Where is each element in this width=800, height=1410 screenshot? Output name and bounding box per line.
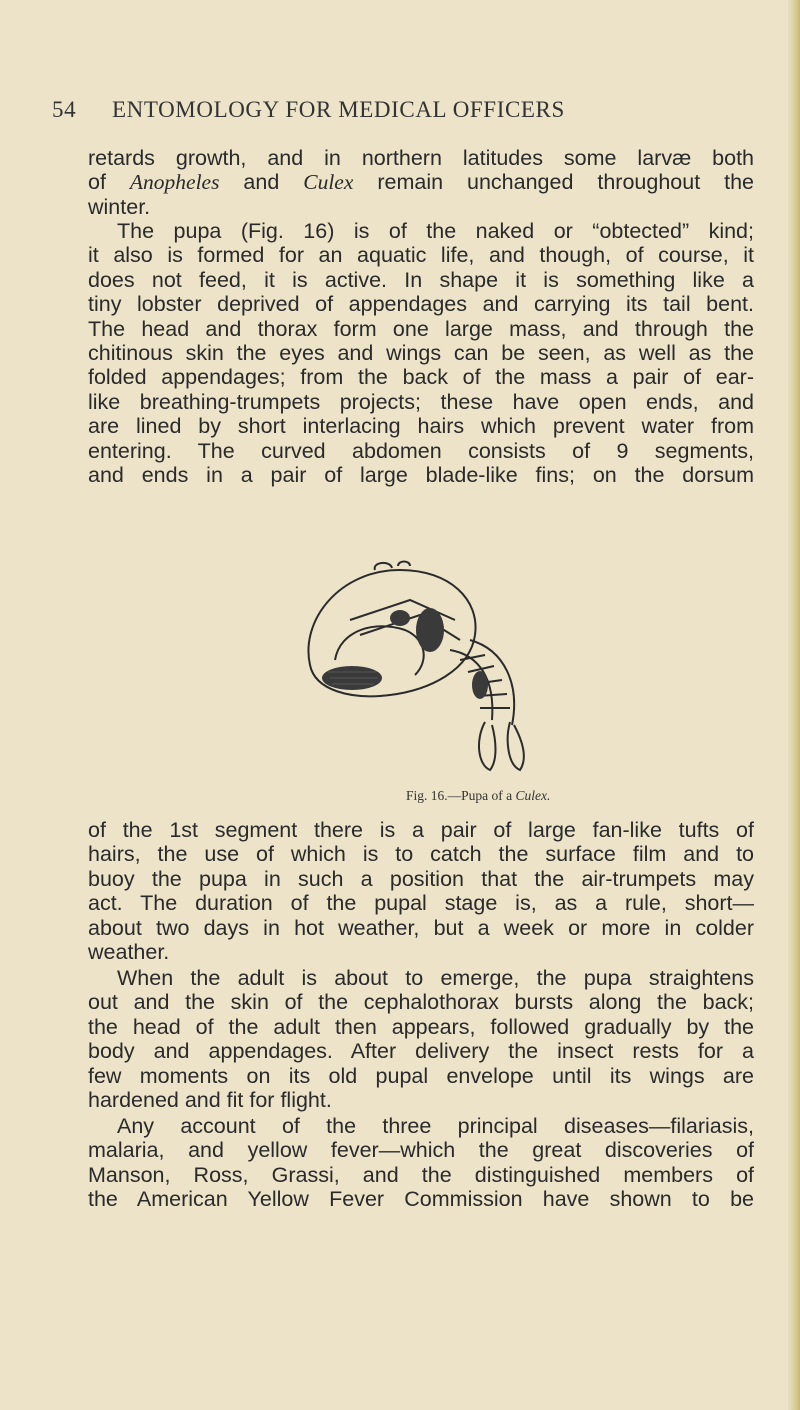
text-line: When the adult is about to emerge, the pupa straightens — [117, 966, 754, 990]
paragraph-5 — [88, 1114, 754, 1212]
text-line: chitinous skin the eyes and wings can be seen, as well as the — [88, 341, 754, 366]
text-line: the American Yellow Fever Commission have shown to be — [88, 1187, 754, 1212]
text-line: out and the skin of the cephalothorax bursts along the back; — [88, 990, 754, 1015]
text-line: hardened and fit for flight. — [88, 1088, 332, 1113]
text-line: The pupa (Fig. 16) is of the naked or “obtected” kind; — [117, 219, 754, 243]
text-line: folded appendages; from the back of the mass a pair of ear- — [88, 365, 754, 390]
text-line: act. The duration of the pupal stage is, as a rule, short— — [88, 891, 754, 916]
pupa-drawing — [280, 560, 560, 775]
text-line: entering. The curved abdomen consists of 9 segments, — [88, 438, 754, 463]
text-line: about two days in hot weather, but a week or more in colder — [88, 915, 754, 940]
text-line: the head of the adult then appears, followed gradually by the — [88, 1014, 754, 1039]
running-title: ENTOMOLOGY FOR MEDICAL OFFICERS — [112, 97, 565, 122]
genus-culex: Culex — [303, 170, 354, 195]
text-line: are lined by short interlacing hairs which prevent water from — [88, 414, 754, 439]
page-number: 54 — [52, 97, 77, 122]
running-header — [52, 97, 752, 131]
genus-anopheles: Anopheles — [129, 170, 220, 195]
text-line: of Anopheles and Culex remain unchanged throughout the — [88, 170, 755, 195]
paragraph-1 — [88, 146, 754, 219]
text-line: and ends in a pair of large blade-like fins; on the dorsum — [88, 463, 754, 488]
text-line: malaria, and yellow fever—which the great discoveries of — [88, 1138, 754, 1163]
text-line: it also is formed for an aquatic life, and though, of course, it — [88, 243, 754, 268]
text-line: The head and thorax form one large mass, and through the — [88, 316, 754, 341]
text-line: body and appendages. After delivery the insect rests for a — [88, 1039, 754, 1064]
text-line: Manson, Ross, Grassi, and the distinguished members of — [88, 1162, 754, 1187]
paragraph-2 — [88, 219, 754, 487]
text-line: does not feed, it is active. In shape it is something like a — [88, 267, 754, 292]
paragraph-4 — [88, 966, 754, 1112]
figure-pupa-illustration — [280, 560, 560, 775]
text-line: winter. — [88, 194, 151, 219]
text-line: few moments on its old pupal envelope until its wings are — [88, 1063, 754, 1088]
paragraph-3 — [88, 818, 754, 964]
text-line: like breathing-trumpets projects; these have open ends, and — [88, 389, 754, 414]
text-line: of the 1st segment there is a pair of large fan-like tufts of — [88, 818, 754, 842]
text-line: buoy the pupa in such a position that the air-trumpets may — [88, 866, 754, 891]
caption-genus: Culex. — [515, 788, 551, 803]
text-line: hairs, the use of which is to catch the surface film and to — [88, 842, 754, 867]
text-line: retards growth, and in northern latitudes some larvæ both — [88, 146, 754, 170]
text-line: weather. — [88, 940, 170, 965]
text-line: tiny lobster deprived of appendages and carrying its tail bent. — [88, 292, 754, 317]
text-line: Any account of the three principal diseases—filariasis, — [117, 1114, 754, 1138]
page-edge — [788, 0, 800, 1410]
figure-caption: Fig. 16.—Pupa of a Culex. — [406, 788, 551, 803]
